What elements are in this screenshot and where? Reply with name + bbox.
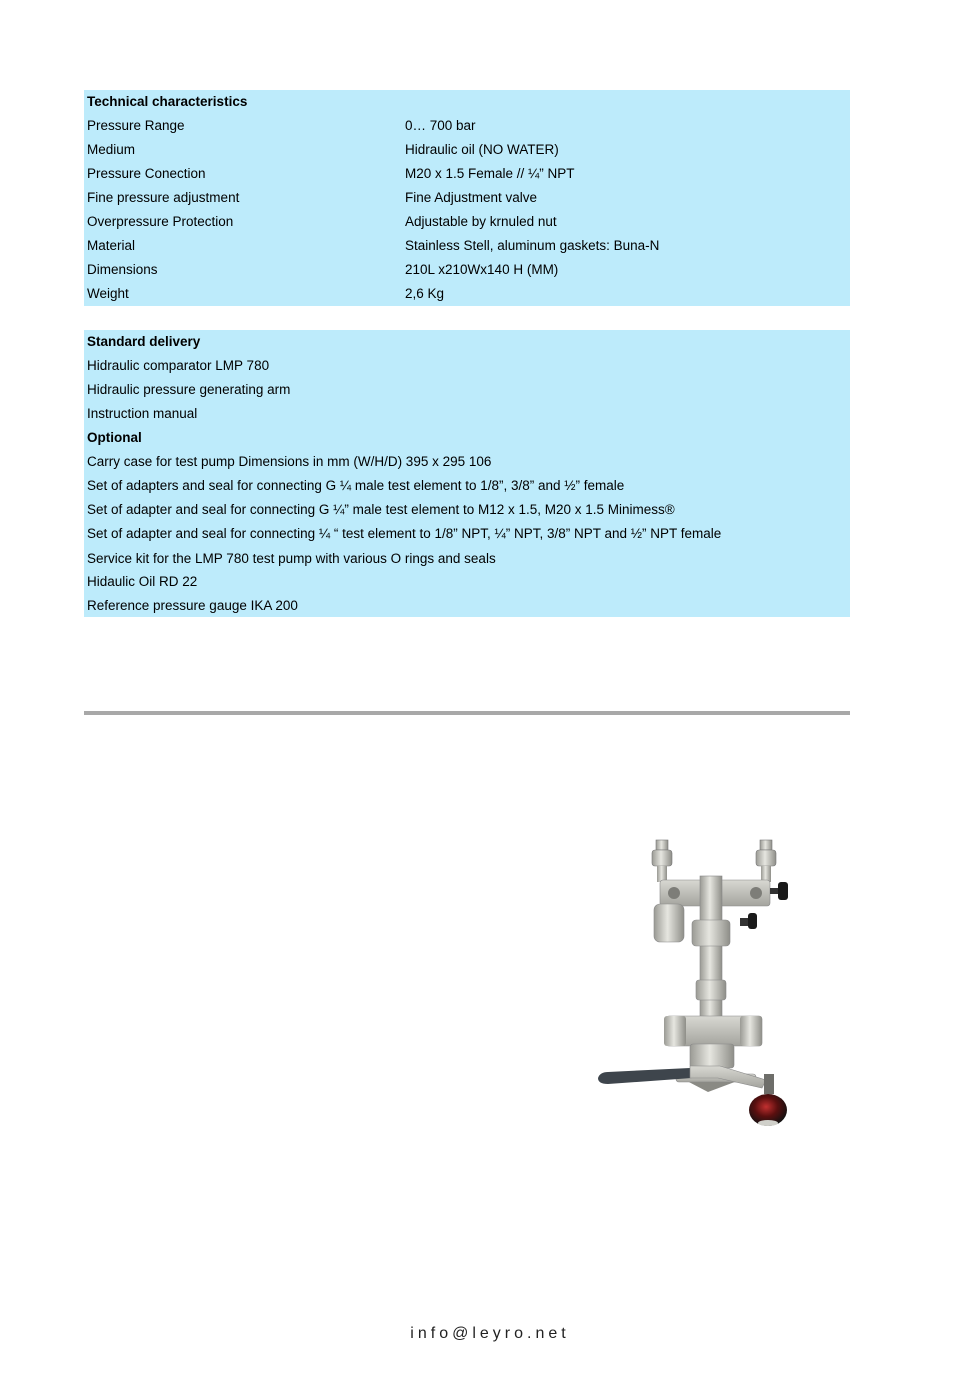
- spec-label: Pressure Range: [87, 118, 185, 133]
- optional-item: Set of adapters and seal for connecting G ¼ male test element to 1/8”, 3/8” and ½” female: [87, 478, 625, 493]
- spec-row: [87, 210, 557, 234]
- spec-label: Fine pressure adjustment: [87, 190, 240, 205]
- technical-characteristics-panel: [84, 90, 850, 306]
- spec-label: Pressure Conection: [87, 166, 206, 181]
- spec-value: Stainless Stell, aluminum gaskets: Buna-N: [405, 238, 660, 253]
- delivery-item: Hidraulic comparator LMP 780: [87, 358, 270, 373]
- delivery-heading: Standard delivery: [87, 334, 201, 349]
- product-photo: [590, 830, 820, 1130]
- spec-value: Fine Adjustment valve: [405, 190, 538, 205]
- spec-label: Medium: [87, 142, 136, 157]
- technical-heading: Technical characteristics: [87, 94, 248, 109]
- spec-value: 0… 700 bar: [405, 118, 476, 133]
- spec-value: M20 x 1.5 Female // ¼” NPT: [405, 166, 575, 181]
- spec-row: [87, 114, 476, 138]
- spec-row: [87, 282, 445, 306]
- standard-delivery-panel: [84, 330, 850, 617]
- delivery-item: Instruction manual: [87, 406, 198, 421]
- spec-label: Overpressure Protection: [87, 214, 234, 229]
- spec-label: Weight: [87, 286, 129, 301]
- spec-row: [87, 234, 660, 258]
- footer-email: info@leyro.net: [410, 1325, 570, 1342]
- spec-value: 210L x210Wx140 H (MM): [405, 262, 559, 277]
- spec-value: Hidraulic oil (NO WATER): [405, 142, 559, 157]
- spec-row: [87, 186, 538, 210]
- optional-item: Service kit for the LMP 780 test pump with various O rings and seals: [87, 551, 496, 566]
- optional-heading: Optional: [87, 430, 142, 445]
- optional-item: Set of adapter and seal for connecting ¼ “ test element to 1/8” NPT, ¼” NPT, 3/8” NPT and ½” NPT female: [87, 526, 722, 541]
- spec-row: [87, 138, 559, 162]
- spec-value: Adjustable by krnuled nut: [405, 214, 557, 229]
- optional-item: Reference pressure gauge IKA 200: [87, 598, 298, 613]
- optional-item: Hidaulic Oil RD 22: [87, 574, 198, 589]
- spec-row: [87, 162, 575, 186]
- spec-value: 2,6 Kg: [405, 286, 445, 301]
- spec-label: Dimensions: [87, 262, 158, 277]
- optional-item: Carry case for test pump Dimensions in mm (W/H/D) 395 x 295 106: [87, 454, 492, 469]
- section-divider: [84, 711, 850, 715]
- spec-label: Material: [87, 238, 136, 253]
- delivery-item: Hidraulic pressure generating arm: [87, 382, 291, 397]
- optional-item: Set of adapter and seal for connecting G ¼” male test element to M12 x 1.5, M20 x 1.5 Minimess®: [87, 502, 675, 517]
- spec-row: [87, 258, 559, 282]
